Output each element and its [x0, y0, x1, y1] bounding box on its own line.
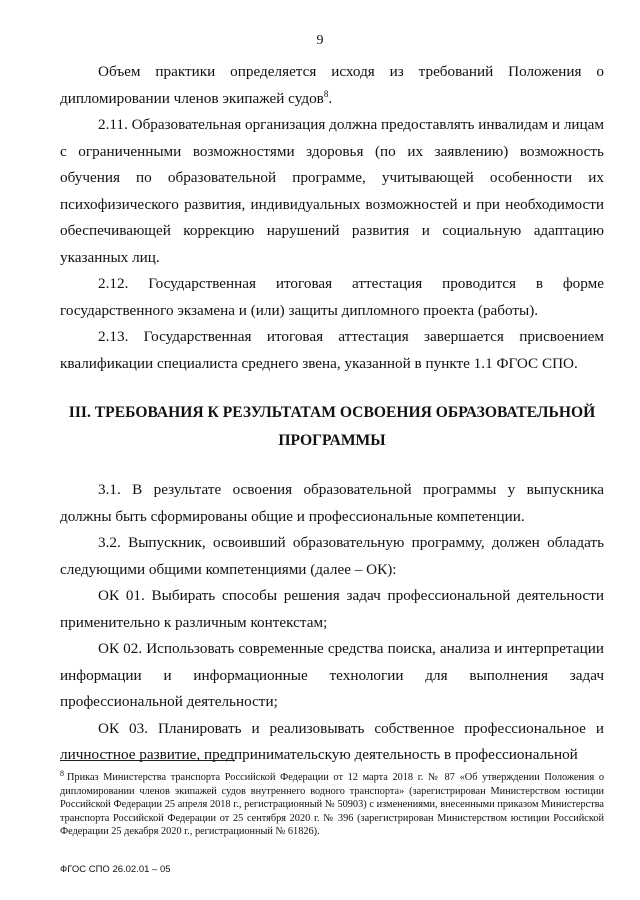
section-heading: III. ТРЕБОВАНИЯ К РЕЗУЛЬТАТАМ ОСВОЕНИЯ ОБРАЗОВАТЕЛЬНОЙ ПРОГРАММЫ — [68, 404, 596, 449]
footnote-mark: 8 — [60, 768, 64, 778]
competence-ok-02: ОК 02. Использовать современные средства поиска, анализа и интерпретации информации и информационные технологии для выполнения задач профессиональной деятельности; — [60, 640, 604, 710]
paragraph-practice-volume-end: . — [328, 89, 333, 107]
footnote-reference: 8 — [323, 88, 329, 99]
document-body — [60, 59, 604, 769]
page-number: 9 — [316, 33, 324, 48]
footer-document-code: ФГОС СПО 26.02.01 – 05 — [60, 864, 171, 875]
paragraph-2-13: 2.13. Государственная итоговая аттестация завершается присвоением квалификации специалиста среднего звена, указанной в пункте 1.1 ФГОС СПО. — [60, 328, 604, 372]
paragraph-3-1: 3.1. В результате освоения образовательной программы у выпускника должны быть сформированы общие и профессиональные компетенции. — [60, 481, 604, 525]
competence-ok-03: ОК 03. Планировать и реализовывать собственное профессиональное и личностное развитие, предпринимательскую деятельность в профессиональной — [60, 719, 604, 763]
footnote-text: Приказ Министерства транспорта Российской Федерации от 12 марта 2018 г. № 87 «Об утверждении Положения о дипломировании членов экипажей судов внутреннего водного транспорта» (зарегистрирован Министерством юстиции Российской Федерации 25 апреля 2018 г., регистрационный № 50903) с изменениями, внесенными приказом Министерства транспорта Российской Федерации от 25 сентября 2020 г. № 396 (зарегистрирован Министерством юстиции Российской Федерации 25 декабря 2020 г., регистрационный № 61826). — [60, 772, 604, 838]
footnote-divider — [60, 760, 235, 761]
footnote — [60, 768, 604, 839]
paragraph-practice-volume — [60, 59, 604, 112]
paragraph-2-12: 2.12. Государственная итоговая аттестация проводится в форме государственного экзамена и (или) защиты дипломного проекта (работы). — [60, 275, 604, 319]
paragraph-practice-volume-text: Объем практики определяется исходя из требований Положения о дипломировании членов экипажей судов — [60, 63, 604, 107]
competence-ok-01: ОК 01. Выбирать способы решения задач профессиональной деятельности применительно к различным контекстам; — [60, 587, 604, 631]
paragraph-2-11: 2.11. Образовательная организация должна предоставлять инвалидам и лицам с ограниченными возможностями здоровья (по их заявлению) возможность обучения по образовательной программе, учитывающей особенности их психофизического развития, индивидуальных возможностей и при необходимости обеспечивающей коррекцию нарушений развития и социальную адаптацию указанных лиц. — [60, 116, 604, 266]
paragraph-3-2: 3.2. Выпускник, освоивший образовательную программу, должен обладать следующими общими компетенциями (далее – ОК): — [60, 534, 604, 578]
